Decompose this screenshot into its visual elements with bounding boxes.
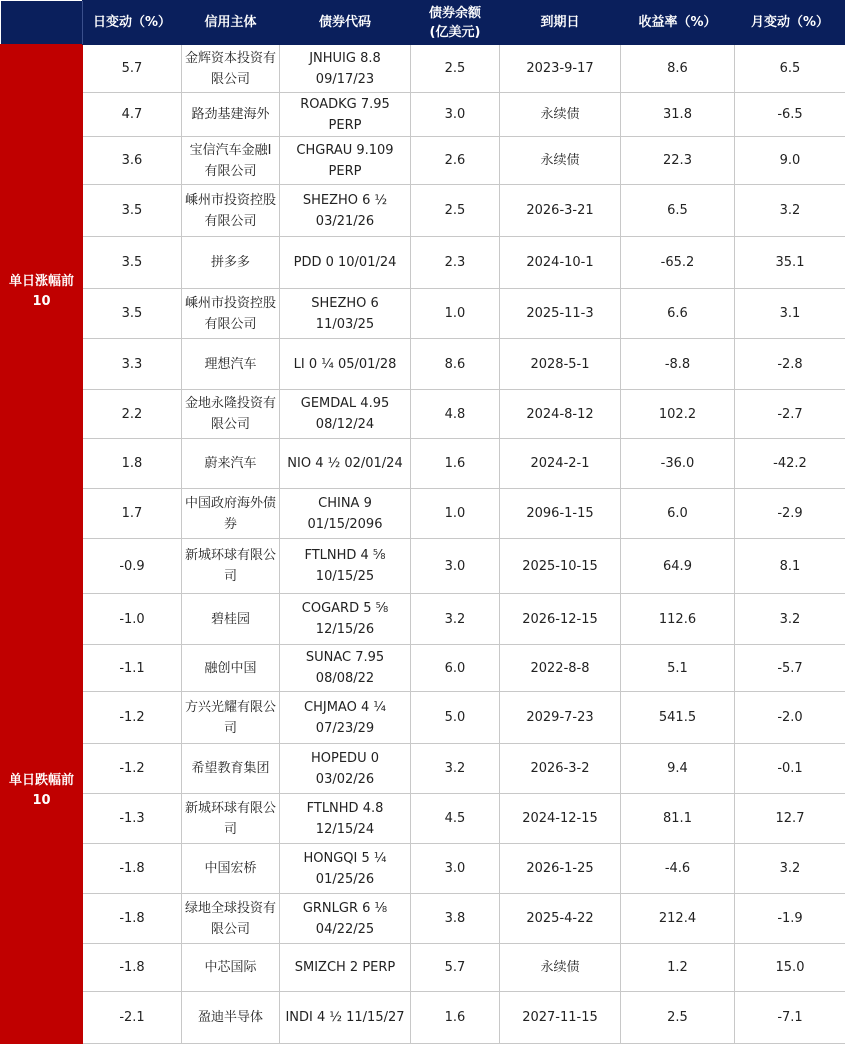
issuer-cell: 拼多多 — [182, 237, 280, 289]
outstanding-cell: 3.0 — [411, 539, 500, 594]
table-row — [1, 645, 845, 692]
daily-change-cell: -1.8 — [83, 944, 182, 992]
yield-cell: -4.6 — [621, 844, 735, 894]
yield-cell: -36.0 — [621, 439, 735, 489]
issuer-cell: 盈迪半导体 — [182, 992, 280, 1044]
table-row — [1, 489, 845, 539]
issuer-cell: 中国宏桥 — [182, 844, 280, 894]
monthly-change-cell: 12.7 — [735, 794, 845, 844]
header-corner — [1, 1, 83, 45]
outstanding-cell: 3.0 — [411, 844, 500, 894]
monthly-change-cell: 8.1 — [735, 539, 845, 594]
group-label-top-gainers: 单日涨幅前 10 — [1, 45, 83, 539]
outstanding-cell: 3.0 — [411, 93, 500, 137]
yield-cell: 8.6 — [621, 45, 735, 93]
monthly-change-cell: 6.5 — [735, 45, 845, 93]
issuer-cell: 新城环球有限公司 — [182, 794, 280, 844]
monthly-change-cell: -7.1 — [735, 992, 845, 1044]
outstanding-cell: 1.0 — [411, 489, 500, 539]
yield-cell: 2.5 — [621, 992, 735, 1044]
yield-cell: 6.6 — [621, 289, 735, 339]
daily-change-cell: 3.5 — [83, 237, 182, 289]
monthly-change-cell: -2.7 — [735, 390, 845, 439]
table-row — [1, 944, 845, 992]
header-bond-code: 债券代码 — [280, 1, 411, 45]
bond-code-cell: ROADKG 7.95 PERP — [280, 93, 411, 137]
maturity-cell: 2096-1-15 — [500, 489, 621, 539]
daily-change-cell: 4.7 — [83, 93, 182, 137]
daily-change-cell: -1.8 — [83, 844, 182, 894]
table-row — [1, 185, 845, 237]
header-maturity: 到期日 — [500, 1, 621, 45]
maturity-cell: 2022-8-8 — [500, 645, 621, 692]
daily-change-cell: -2.1 — [83, 992, 182, 1044]
monthly-change-cell: -2.9 — [735, 489, 845, 539]
table-row — [1, 137, 845, 185]
maturity-cell: 2025-10-15 — [500, 539, 621, 594]
table-row — [1, 844, 845, 894]
monthly-change-cell: 15.0 — [735, 944, 845, 992]
table-row — [1, 339, 845, 390]
outstanding-cell: 2.3 — [411, 237, 500, 289]
issuer-cell: 宝信汽车金融I有限公司 — [182, 137, 280, 185]
issuer-cell: 碧桂园 — [182, 594, 280, 645]
table-row — [1, 794, 845, 844]
bond-code-cell: JNHUIG 8.8 09/17/23 — [280, 45, 411, 93]
table-body — [1, 45, 845, 1044]
maturity-cell: 2024-8-12 — [500, 390, 621, 439]
bond-code-cell: LI 0 ¼ 05/01/28 — [280, 339, 411, 390]
outstanding-cell: 1.6 — [411, 439, 500, 489]
daily-change-cell: 1.8 — [83, 439, 182, 489]
issuer-cell: 金辉资本投资有限公司 — [182, 45, 280, 93]
header-row — [1, 1, 845, 45]
maturity-cell: 2026-3-2 — [500, 744, 621, 794]
header-issuer: 信用主体 — [182, 1, 280, 45]
outstanding-cell: 3.2 — [411, 744, 500, 794]
monthly-change-cell: -42.2 — [735, 439, 845, 489]
issuer-cell: 金地永隆投资有限公司 — [182, 390, 280, 439]
table-row — [1, 539, 845, 594]
monthly-change-cell: -2.0 — [735, 692, 845, 744]
maturity-cell: 2029-7-23 — [500, 692, 621, 744]
daily-change-cell: 3.6 — [83, 137, 182, 185]
monthly-change-cell: -0.1 — [735, 744, 845, 794]
yield-cell: 64.9 — [621, 539, 735, 594]
monthly-change-cell: -5.7 — [735, 645, 845, 692]
daily-change-cell: 5.7 — [83, 45, 182, 93]
maturity-cell: 2026-1-25 — [500, 844, 621, 894]
outstanding-cell: 2.5 — [411, 185, 500, 237]
maturity-cell: 2024-10-1 — [500, 237, 621, 289]
yield-cell: -8.8 — [621, 339, 735, 390]
outstanding-cell: 2.6 — [411, 137, 500, 185]
monthly-change-cell: 3.1 — [735, 289, 845, 339]
issuer-cell: 绿地全球投资有限公司 — [182, 894, 280, 944]
bond-code-cell: PDD 0 10/01/24 — [280, 237, 411, 289]
monthly-change-cell: 35.1 — [735, 237, 845, 289]
outstanding-cell: 3.8 — [411, 894, 500, 944]
bond-code-cell: SUNAC 7.95 08/08/22 — [280, 645, 411, 692]
bond-code-cell: FTLNHD 4 ⅝ 10/15/25 — [280, 539, 411, 594]
table-row — [1, 289, 845, 339]
issuer-cell: 蔚来汽车 — [182, 439, 280, 489]
issuer-cell: 融创中国 — [182, 645, 280, 692]
maturity-cell: 2025-11-3 — [500, 289, 621, 339]
maturity-cell: 2026-12-15 — [500, 594, 621, 645]
outstanding-cell: 3.2 — [411, 594, 500, 645]
issuer-cell: 方兴光耀有限公司 — [182, 692, 280, 744]
bond-code-cell: COGARD 5 ⅝ 12/15/26 — [280, 594, 411, 645]
maturity-cell: 2028-5-1 — [500, 339, 621, 390]
yield-cell: -65.2 — [621, 237, 735, 289]
yield-cell: 212.4 — [621, 894, 735, 944]
header-monthly-change: 月变动（%） — [735, 1, 845, 45]
yield-cell: 22.3 — [621, 137, 735, 185]
outstanding-cell: 8.6 — [411, 339, 500, 390]
outstanding-cell: 1.6 — [411, 992, 500, 1044]
monthly-change-cell: -1.9 — [735, 894, 845, 944]
maturity-cell: 永续债 — [500, 944, 621, 992]
table-row — [1, 93, 845, 137]
table-row — [1, 894, 845, 944]
issuer-cell: 理想汽车 — [182, 339, 280, 390]
yield-cell: 541.5 — [621, 692, 735, 744]
monthly-change-cell: 3.2 — [735, 185, 845, 237]
monthly-change-cell: -2.8 — [735, 339, 845, 390]
bond-code-cell: SHEZHO 6 ½ 03/21/26 — [280, 185, 411, 237]
yield-cell: 1.2 — [621, 944, 735, 992]
maturity-cell: 2026-3-21 — [500, 185, 621, 237]
yield-cell: 6.5 — [621, 185, 735, 237]
daily-change-cell: -1.1 — [83, 645, 182, 692]
yield-cell: 5.1 — [621, 645, 735, 692]
issuer-cell: 希望教育集团 — [182, 744, 280, 794]
issuer-cell: 新城环球有限公司 — [182, 539, 280, 594]
maturity-cell: 2024-12-15 — [500, 794, 621, 844]
bond-code-cell: CHJMAO 4 ¼ 07/23/29 — [280, 692, 411, 744]
maturity-cell: 2023-9-17 — [500, 45, 621, 93]
table-row — [1, 992, 845, 1044]
outstanding-cell: 4.5 — [411, 794, 500, 844]
issuer-cell: 嵊州市投资控股有限公司 — [182, 289, 280, 339]
table-row — [1, 594, 845, 645]
monthly-change-cell: 3.2 — [735, 844, 845, 894]
issuer-cell: 路劲基建海外 — [182, 93, 280, 137]
maturity-cell: 永续债 — [500, 137, 621, 185]
header-yield: 收益率（%） — [621, 1, 735, 45]
header-outstanding: 债券余额 (亿美元) — [411, 1, 500, 45]
bond-code-cell: HONGQI 5 ¼ 01/25/26 — [280, 844, 411, 894]
maturity-cell: 永续债 — [500, 93, 621, 137]
yield-cell: 81.1 — [621, 794, 735, 844]
outstanding-cell: 5.7 — [411, 944, 500, 992]
bond-code-cell: NIO 4 ½ 02/01/24 — [280, 439, 411, 489]
header-daily-change: 日变动（%） — [83, 1, 182, 45]
yield-cell: 9.4 — [621, 744, 735, 794]
table-row — [1, 439, 845, 489]
maturity-cell: 2027-11-15 — [500, 992, 621, 1044]
outstanding-cell: 6.0 — [411, 645, 500, 692]
outstanding-cell: 1.0 — [411, 289, 500, 339]
maturity-cell: 2025-4-22 — [500, 894, 621, 944]
table-row — [1, 390, 845, 439]
bond-code-cell: SMIZCH 2 PERP — [280, 944, 411, 992]
group-label-top-losers: 单日跌幅前 10 — [1, 539, 83, 1044]
bond-code-cell: HOPEDU 0 03/02/26 — [280, 744, 411, 794]
daily-change-cell: 3.5 — [83, 289, 182, 339]
maturity-cell: 2024-2-1 — [500, 439, 621, 489]
table-row — [1, 744, 845, 794]
issuer-cell: 中国政府海外债券 — [182, 489, 280, 539]
outstanding-cell: 5.0 — [411, 692, 500, 744]
bond-code-cell: CHGRAU 9.109 PERP — [280, 137, 411, 185]
yield-cell: 102.2 — [621, 390, 735, 439]
daily-change-cell: -1.3 — [83, 794, 182, 844]
outstanding-cell: 2.5 — [411, 45, 500, 93]
monthly-change-cell: 3.2 — [735, 594, 845, 645]
yield-cell: 6.0 — [621, 489, 735, 539]
daily-change-cell: -1.8 — [83, 894, 182, 944]
daily-change-cell: 3.3 — [83, 339, 182, 390]
issuer-cell: 嵊州市投资控股有限公司 — [182, 185, 280, 237]
daily-change-cell: -1.0 — [83, 594, 182, 645]
daily-change-cell: 1.7 — [83, 489, 182, 539]
outstanding-cell: 4.8 — [411, 390, 500, 439]
table-row — [1, 237, 845, 289]
table-row — [1, 45, 845, 93]
bond-code-cell: SHEZHO 6 11/03/25 — [280, 289, 411, 339]
daily-change-cell: -0.9 — [83, 539, 182, 594]
bond-code-cell: INDI 4 ½ 11/15/27 — [280, 992, 411, 1044]
daily-change-cell: 2.2 — [83, 390, 182, 439]
bond-code-cell: GEMDAL 4.95 08/12/24 — [280, 390, 411, 439]
daily-change-cell: 3.5 — [83, 185, 182, 237]
daily-change-cell: -1.2 — [83, 744, 182, 794]
daily-change-cell: -1.2 — [83, 692, 182, 744]
monthly-change-cell: -6.5 — [735, 93, 845, 137]
bond-code-cell: GRNLGR 6 ⅛ 04/22/25 — [280, 894, 411, 944]
table-row — [1, 692, 845, 744]
bond-code-cell: FTLNHD 4.8 12/15/24 — [280, 794, 411, 844]
bond-code-cell: CHINA 9 01/15/2096 — [280, 489, 411, 539]
issuer-cell: 中芯国际 — [182, 944, 280, 992]
yield-cell: 112.6 — [621, 594, 735, 645]
yield-cell: 31.8 — [621, 93, 735, 137]
monthly-change-cell: 9.0 — [735, 137, 845, 185]
